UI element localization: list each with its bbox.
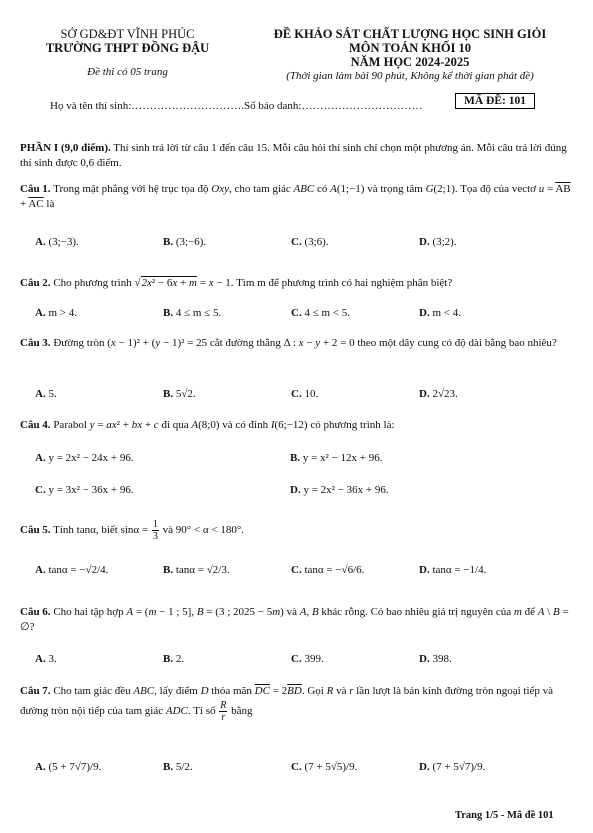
question-label: Câu 1. xyxy=(20,183,51,195)
school-name: TRƯỜNG THPT ĐỒNG ĐẬU xyxy=(45,41,210,55)
question-4: Câu 4. Parabol y = ax² + bx + c đi qua A(8;0) và có đỉnh I(6;−12) có phương trình là: xyxy=(20,419,395,431)
page-count: Đề thi có 05 trang xyxy=(87,66,168,78)
school-year: NĂM HỌC 2024-2025 xyxy=(350,55,470,69)
q2-option-c[interactable]: C. 4 ≤ m < 5. xyxy=(291,307,350,319)
question-3: Câu 3. Đường tròn (x − 1)² + (y − 1)² = 25 cắt đường thẳng Δ : x − y + 2 = 0 theo một dây cung có độ dài bằng bao nhiêu? xyxy=(20,337,557,349)
exam-code-box: MÃ ĐỀ: 101 xyxy=(455,93,535,109)
exam-title: ĐỀ KHẢO SÁT CHẤT LƯỢNG HỌC SINH GIỎI xyxy=(273,27,547,41)
q3-option-b[interactable]: B. 5√2. xyxy=(163,388,196,400)
q5-option-a[interactable]: A. tanα = −√2/4. xyxy=(35,564,109,576)
part1-intro xyxy=(20,141,570,171)
header-right xyxy=(245,27,575,83)
part1-instructions: Thí sinh trả lời từ câu 1 đến câu 15. Mỗi câu hỏi thí sinh chỉ chọn một phương án. Mỗi câu trả lời đúng thí sinh được 0,6 điểm. xyxy=(20,142,567,169)
question-1: Câu 1. Trong mặt phẳng với hệ trục tọa độ Oxy, cho tam giác ABC có A(1;−1) và trọng tâm G(2;1). Tọa độ của vectơ $u = \overline{AB} + \overline{AC}$ là xyxy=(20,183,571,210)
q3-option-c[interactable]: C. 10. xyxy=(291,388,319,400)
q5-option-d[interactable]: D. tanα = −1/4. xyxy=(419,564,487,576)
q5-option-c[interactable]: C. tanα = −√6/6. xyxy=(291,564,365,576)
q2-option-d[interactable]: D. m < 4. xyxy=(419,307,461,319)
q5-option-b[interactable]: B. tanα = √2/3. xyxy=(163,564,230,576)
q6-option-c[interactable]: C. 399. xyxy=(291,653,324,665)
q1-option-c[interactable]: C. (3;6). xyxy=(291,236,329,248)
q4-option-a[interactable]: A. y = 2x² − 24x + 96. xyxy=(35,452,134,464)
candidate-field: Họ và tên thí sinh:………………………….Số báo danh:…………………………… xyxy=(50,100,423,112)
q7-option-d[interactable]: D. (7 + 5√7)/9. xyxy=(419,761,486,773)
question-5: Câu 5. Tính tanα, biết sinα = $\frac{1}{3}$ và 90° < α < 180°. xyxy=(20,519,244,542)
q1-option-d[interactable]: D. (3;2). xyxy=(419,236,457,248)
q7-option-a[interactable]: A. (5 + 7√7)/9. xyxy=(35,761,102,773)
question-6: Câu 6. Cho hai tập hợp A = (m − 1 ; 5], B = (3 ; 2025 − 5m) và A, B khác rỗng. Có bao nhiêu giá trị nguyên của m để A \ B = ∅? xyxy=(20,606,569,633)
q7-option-c[interactable]: C. (7 + 5√5)/9. xyxy=(291,761,358,773)
q4-option-d[interactable]: D. y = 2x² − 36x + 96. xyxy=(290,484,389,496)
q7-option-b[interactable]: B. 5/2. xyxy=(163,761,193,773)
q2-option-b[interactable]: B. 4 ≤ m ≤ 5. xyxy=(163,307,222,319)
q6-option-a[interactable]: A. 3. xyxy=(35,653,57,665)
question-7: Câu 7. Cho tam giác đều ABC, lấy điểm D thỏa mãn $\overline{DC} = 2\overline{BD}$. Gọi R và r lần lượt là bán kính đường tròn ngoại tiếp và đường tròn nội tiếp của tam giác ADC. Tỉ số $\frac{R}{r}$ bằng xyxy=(20,685,554,723)
department: SỞ GD&ĐT VĨNH PHÚC xyxy=(60,27,195,41)
time-note: (Thời gian làm bài 90 phút, Không kể thời gian phát đề) xyxy=(286,70,534,82)
part1-title: PHẦN I (9,0 điểm). xyxy=(20,142,111,154)
q1-option-a[interactable]: A. (3;−3). xyxy=(35,236,79,248)
q4-option-c[interactable]: C. y = 3x² − 36x + 96. xyxy=(35,484,134,496)
q2-option-a[interactable]: A. m > 4. xyxy=(35,307,77,319)
page-footer: Trang 1/5 - Mã đề 101 xyxy=(455,810,554,821)
subject: MÔN TOÁN KHỐI 10 xyxy=(348,41,472,55)
header-left xyxy=(20,27,235,79)
q3-option-d[interactable]: D. 2√23. xyxy=(419,388,458,400)
q6-option-b[interactable]: B. 2. xyxy=(163,653,185,665)
q6-option-d[interactable]: D. 398. xyxy=(419,653,452,665)
q1-option-b[interactable]: B. (3;−6). xyxy=(163,236,207,248)
q4-option-b[interactable]: B. y = x² − 12x + 96. xyxy=(290,452,383,464)
question-2: Câu 2. Cho phương trình √2x² − 6x + m = x − 1. Tìm m để phương trình có hai nghiệm phân biệt? xyxy=(20,277,453,289)
q3-option-a[interactable]: A. 5. xyxy=(35,388,57,400)
